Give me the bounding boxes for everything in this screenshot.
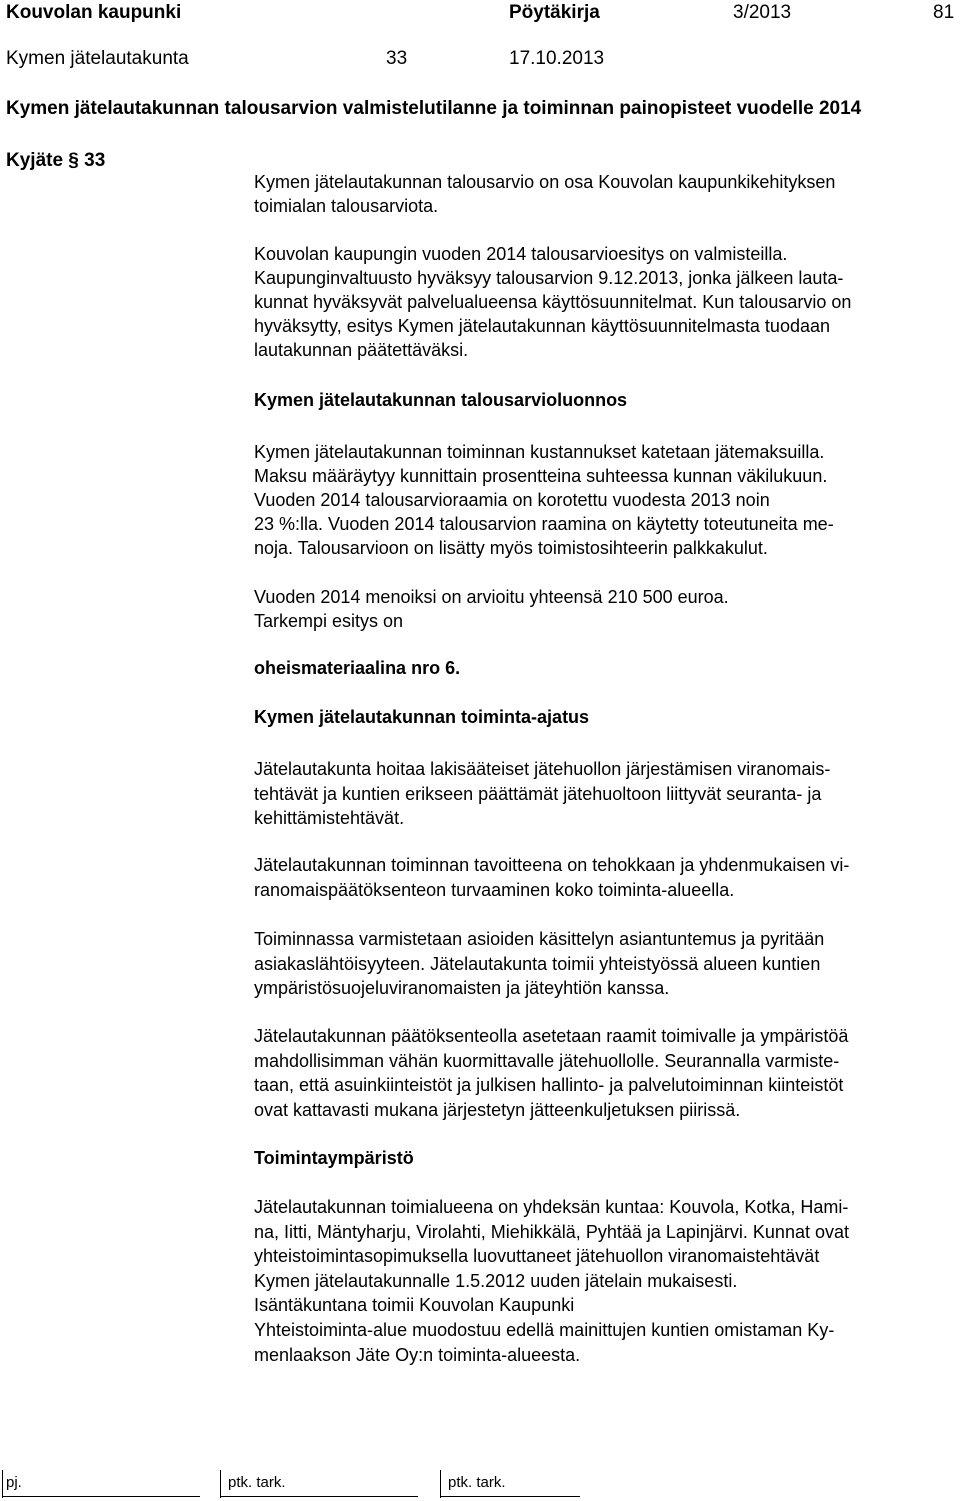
footer-reviewer-label: ptk. tark. xyxy=(228,1474,286,1491)
environment-paragraph-2 xyxy=(254,1318,954,1367)
text-line: lautakunnan päätettäväksi. xyxy=(254,340,469,360)
mission-heading: Kymen jätelautakunnan toiminta-ajatus xyxy=(254,707,590,727)
kyjate-section: Kyjäte § 33 xyxy=(6,150,106,171)
mission-paragraph-2 xyxy=(254,853,954,902)
budget-heading: Kymen jätelautakunnan talousarvioluonnos xyxy=(254,390,628,410)
footer-divider xyxy=(2,1470,3,1498)
text-line: Tarkempi esitys on xyxy=(254,611,404,631)
text-line: Vuoden 2014 talousarvioraamia on korotettu vuodesta 2013 noin xyxy=(254,490,770,510)
text-line: yhteistoimintasopimuksella luovuttaneet jätehuollon viranomaistehtävät xyxy=(254,1246,820,1266)
budget-paragraph-2 xyxy=(254,585,954,633)
text-line: na, Iitti, Mäntyharju, Virolahti, Miehikkälä, Pyhtää ja Lapinjärvi. Kunnat ovat xyxy=(254,1221,849,1242)
text-line: ovat kattavasti mukana järjestetyn jätteenkuljetuksen piirissä. xyxy=(254,1099,741,1120)
text-line: noja. Talousarvioon on lisätty myös toimistosihteerin palkkakulut. xyxy=(254,538,768,558)
text-line: hyväksytty, esitys Kymen jätelautakunnan käyttösuunnitelmasta tuodaan xyxy=(254,316,830,336)
footer-divider xyxy=(440,1470,441,1498)
text-line: tehtävät ja kuntien erikseen päättämät jätehuoltoon liittyvät seuranta- ja xyxy=(254,783,822,804)
text-line: menlaakson Jäte Oy:n toiminta-alueesta. xyxy=(254,1344,581,1365)
board-name: Kymen jätelautakunta xyxy=(6,48,189,69)
footer-divider xyxy=(220,1470,221,1498)
text-line: Toiminnassa varmistetaan asioiden käsittelyn asiantuntemus ja pyritään xyxy=(254,929,825,949)
footer-reviewer-label-2: ptk. tark. xyxy=(448,1474,506,1491)
intro-paragraph-1 xyxy=(254,170,954,218)
attachment-reference: oheismateriaalina nro 6. xyxy=(254,658,461,678)
meeting-date: 17.10.2013 xyxy=(509,48,605,69)
intro-paragraph-2 xyxy=(254,242,954,362)
text-line: Yhteistoiminta-alue muodostuu edellä mainittujen kuntien omistaman Ky- xyxy=(254,1320,835,1340)
text-line: mahdollisimman vähän kuormittavalle jätehuollolle. Seurannalla varmiste- xyxy=(254,1050,840,1071)
text-line: Jätelautakunnan toimialueena on yhdeksän kuntaa: Kouvola, Kotka, Hami- xyxy=(254,1197,849,1217)
doc-number: 3/2013 xyxy=(733,2,792,23)
text-line: taan, että asuinkiinteistöt ja julkisen hallinto- ja palvelutoiminnan kiinteistöt xyxy=(254,1075,844,1095)
text-line: Jätelautakunnan toiminnan tavoitteena on tehokkaan ja yhdenmukaisen vi- xyxy=(254,855,850,875)
org-name: Kouvolan kaupunki xyxy=(6,2,182,23)
budget-paragraph-1 xyxy=(254,440,954,560)
page-title: Kymen jätelautakunnan talousarvion valmistelutilanne ja toiminnan painopisteet vuodelle 2014 xyxy=(6,98,862,119)
mission-paragraph-4 xyxy=(254,1024,954,1122)
text-line: 23 %:lla. Vuoden 2014 talousarvion raamina on käytetty toteutuneita me- xyxy=(254,514,834,534)
text-line: kehittämistehtävät. xyxy=(254,808,405,828)
footer-reviewer-line-2 xyxy=(440,1496,580,1497)
doc-type: Pöytäkirja xyxy=(509,2,600,23)
section-number: 33 xyxy=(386,48,408,69)
text-line: Maksu määräytyy kunnittain prosentteina suhteessa kunnan väkilukuun. xyxy=(254,466,828,486)
text-line: kunnat hyväksyvät palvelualueensa käyttösuunnitelmat. Kun talousarvio on xyxy=(254,292,852,312)
mission-paragraph-1 xyxy=(254,757,954,831)
text-line: asiakaslähtöisyyteen. Jätelautakunta toimii yhteistyössä alueen kuntien xyxy=(254,953,821,974)
footer-chair-label: pj. xyxy=(6,1474,22,1491)
text-line: Isäntäkuntana toimii Kouvolan Kaupunki xyxy=(254,1295,575,1315)
environment-paragraph-1 xyxy=(254,1195,954,1318)
text-line: Kymen jätelautakunnan talousarvio on osa Kouvolan kaupunkikehityksen xyxy=(254,172,836,192)
text-line: Kymen jätelautakunnan toiminnan kustannukset katetaan jätemaksuilla. xyxy=(254,442,825,462)
text-line: Kouvolan kaupungin vuoden 2014 talousarvioesitys on valmisteilla. xyxy=(254,244,788,264)
text-line: Jätelautakunta hoitaa lakisääteiset jätehuollon järjestämisen viranomais- xyxy=(254,759,831,779)
footer-chair-line xyxy=(2,1496,200,1497)
text-line: toimialan talousarviota. xyxy=(254,196,439,216)
mission-paragraph-3 xyxy=(254,927,954,1001)
text-line: ranomaispäätöksenteon turvaaminen koko toiminta-alueella. xyxy=(254,879,735,900)
text-line: Jätelautakunnan päätöksenteolla asetetaan raamit toimivalle ja ympäristöä xyxy=(254,1026,849,1046)
environment-heading: Toimintaympäristö xyxy=(254,1148,414,1168)
text-line: Kymen jätelautakunnalle 1.5.2012 uuden jätelain mukaisesti. xyxy=(254,1270,738,1291)
text-line: ympäristösuojeluviranomaisten ja jäteyhtiön kanssa. xyxy=(254,978,670,998)
text-line: Vuoden 2014 menoiksi on arvioitu yhteensä 210 500 euroa. xyxy=(254,587,729,607)
text-line: Kaupunginvaltuusto hyväksyy talousarvion 9.12.2013, jonka jälkeen lauta- xyxy=(254,268,844,288)
page-number: 81 xyxy=(933,2,955,23)
footer-reviewer-line xyxy=(220,1496,418,1497)
